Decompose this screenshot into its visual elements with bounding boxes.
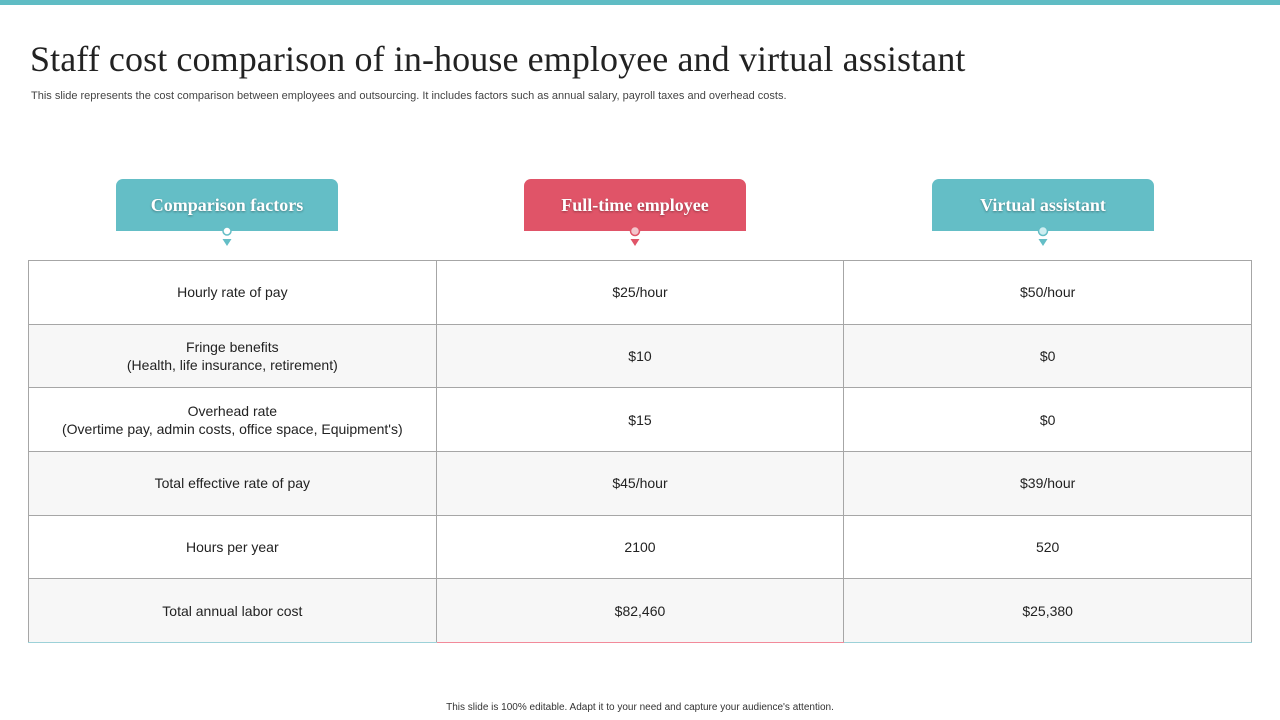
employee-value-cell: $45/hour (436, 452, 844, 516)
slide-subtitle: This slide represents the cost comparison between employees and outsourcing. It includes factors such as annual salary, payroll taxes and overhead costs. (31, 90, 787, 102)
assistant-value-cell: 520 (844, 515, 1252, 579)
table-row (29, 324, 1252, 388)
table-row (29, 388, 1252, 452)
pin-marker-icon (628, 226, 642, 248)
assistant-value-cell: $25,380 (844, 579, 1252, 643)
table-row (29, 452, 1252, 516)
factor-cell (29, 579, 437, 643)
header-virtual-assistant: Virtual assistant (932, 179, 1154, 231)
factor-detail: (Overtime pay, admin costs, office space, Equipment's) (62, 420, 403, 437)
factor-cell (29, 388, 437, 452)
factor-label: Hourly rate of pay (177, 284, 288, 301)
factor-cell (29, 324, 437, 388)
header-full-time-employee: Full-time employee (524, 179, 746, 231)
employee-value-cell: $10 (436, 324, 844, 388)
top-accent-bar (0, 0, 1280, 5)
assistant-value-cell: $50/hour (844, 261, 1252, 325)
factor-label: Overhead rate (187, 402, 278, 419)
factor-detail: (Health, life insurance, retirement) (126, 357, 338, 374)
pin-marker-icon (220, 226, 234, 248)
assistant-value-cell: $0 (844, 324, 1252, 388)
assistant-value-cell: $0 (844, 388, 1252, 452)
table-row (29, 579, 1252, 643)
factor-label: Total effective rate of pay (154, 475, 311, 492)
factor-label: Fringe benefits (186, 339, 279, 356)
factor-label: Total annual labor cost (162, 602, 303, 619)
pin-marker-icon (1036, 226, 1050, 248)
employee-value-cell: 2100 (436, 515, 844, 579)
slide-title: Staff cost comparison of in-house employee and virtual assistant (30, 39, 966, 79)
header-comparison-factors: Comparison factors (116, 179, 338, 231)
factor-label: Hours per year (186, 539, 279, 556)
slide-footer-note: This slide is 100% editable. Adapt it to your need and capture your audience's attention. (446, 702, 834, 713)
factor-cell (29, 452, 437, 516)
assistant-value-cell: $39/hour (844, 452, 1252, 516)
comparison-table (28, 260, 1252, 643)
factor-cell (29, 261, 437, 325)
employee-value-cell: $25/hour (436, 261, 844, 325)
employee-value-cell: $15 (436, 388, 844, 452)
table-row (29, 515, 1252, 579)
table-row (29, 261, 1252, 325)
employee-value-cell: $82,460 (436, 579, 844, 643)
factor-cell (29, 515, 437, 579)
